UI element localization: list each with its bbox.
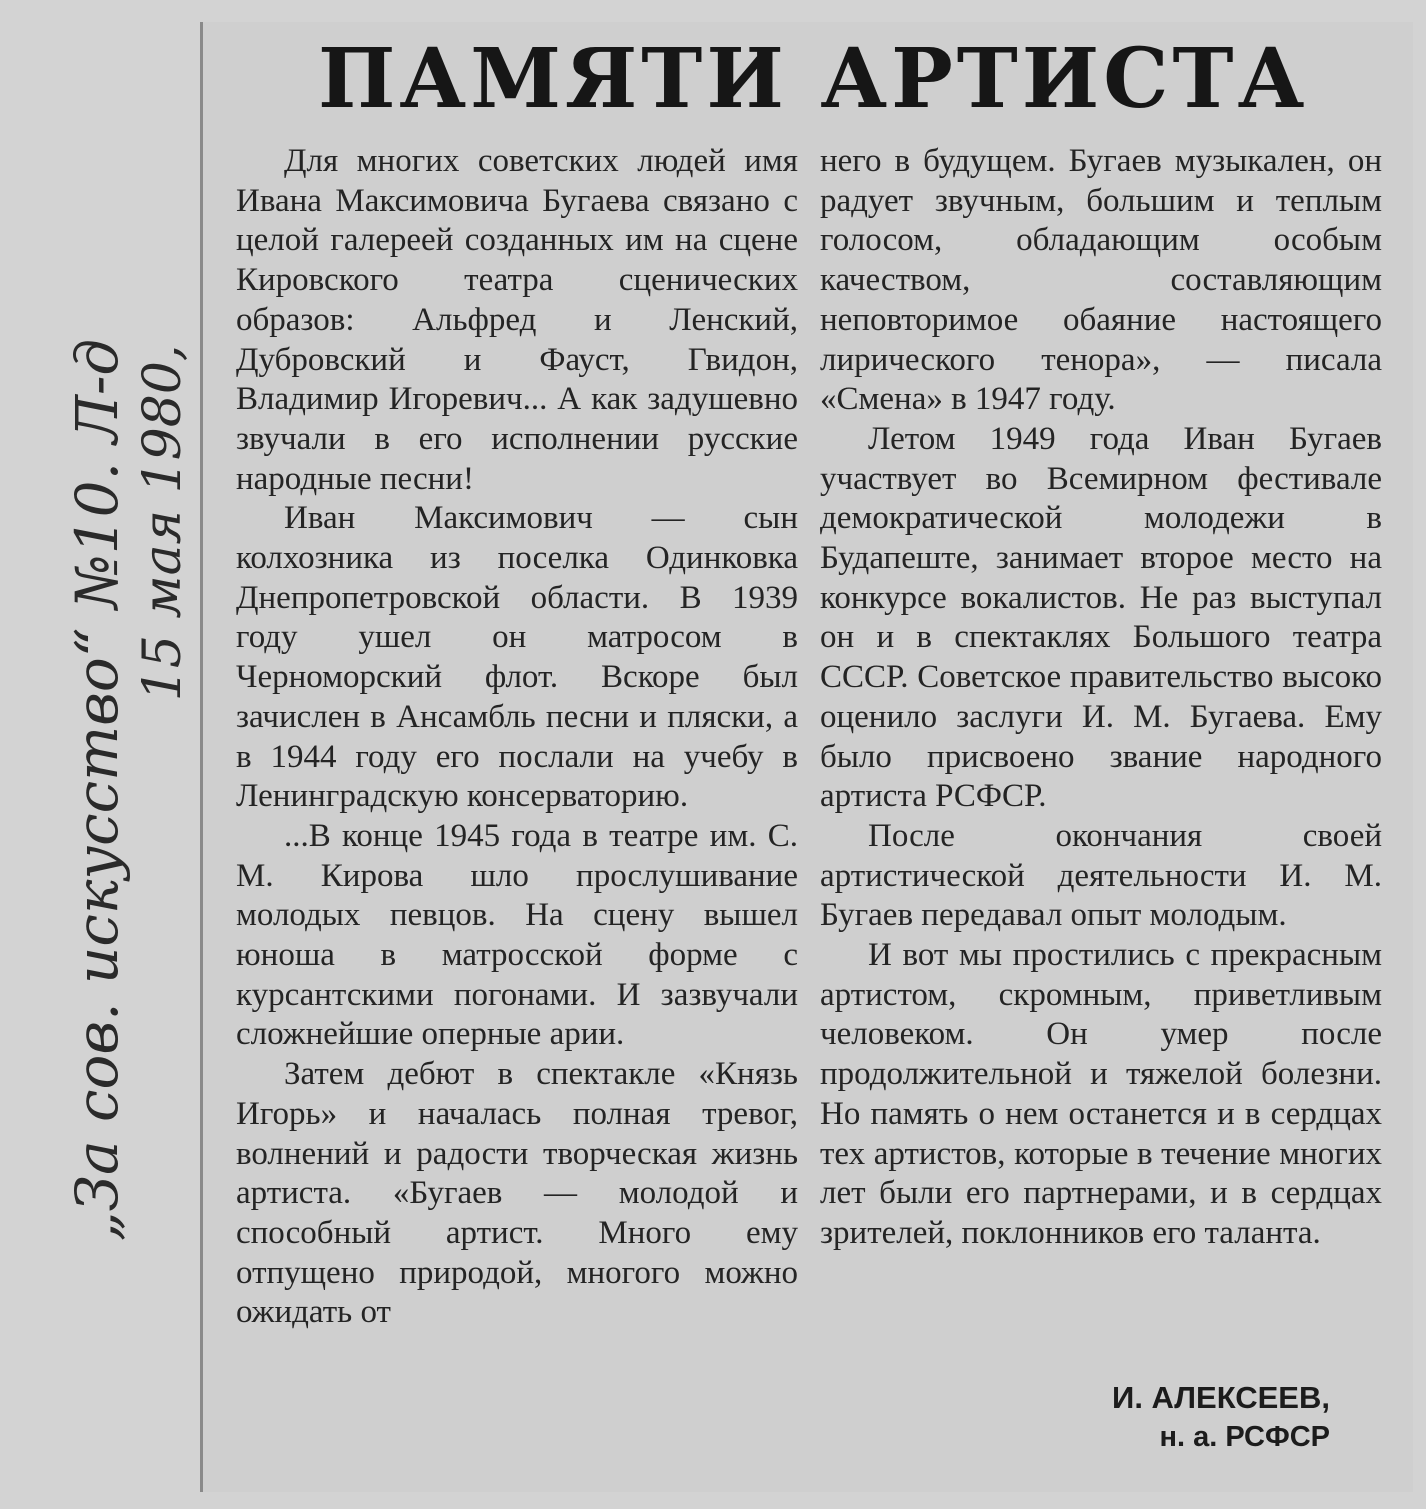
- paragraph: Для многих советских людей имя Ивана Максимовича Бугаева связано с целой галереей созданных им на сцене Кировского театра сценических образов: Альфред и Ленский, Дубровский и Фауст, Гвидон, Владимир Игоревич... А как задушевно звучали в его исполнении русские народные песни!: [236, 143, 798, 497]
- paragraph: ...В конце 1945 года в театре им. С. М. Кирова шло прослушивание молодых певцов. На сцену вышел юноша в матросской форме с курсантскими погонами. И зазвучали сложнейшие оперные арии.: [236, 817, 798, 1053]
- paragraph: Затем дебют в спектакле «Князь Игорь» и началась полная тревог, волнений и радости творческая жизнь артиста. «Бугаев — молодой и способный артист. Много ему отпущено природой, многого можно ожидать от: [236, 1056, 798, 1331]
- author-title: н. а. РСФСР: [1159, 1421, 1330, 1453]
- author-signature: [1060, 1378, 1330, 1456]
- paragraph: Летом 1949 года Иван Бугаев участвует во Всемирном фестивале демократической молодежи в Будапеште, занимает второе место на конкурсе вокалистов. Не раз выступал он и в спектаклях Большого театра СССР. Советское правительство высоко оценило заслуги И. М. Бугаева. Ему было присвоено звание народного артиста РСФСР.: [820, 420, 1382, 815]
- article-column-right: [820, 142, 1382, 1254]
- handwritten-source-note: [62, 339, 194, 1241]
- article-column-left: [236, 142, 798, 1333]
- handwritten-date: 15 мая 1980,: [133, 344, 193, 702]
- paragraph: И вот мы простились с прекрасным артистом, скромным, приветливым человеком. Он умер после продолжительной и тяжелой болезни. Но память о нем останется и в сердцах тех артистов, которые в течение многих лет были его партнерами, и в сердцах зрителей, поклонников его таланта.: [820, 937, 1382, 1251]
- paragraph: него в будущем. Бугаев музыкален, он радует звучным, большим и теплым голосом, обладающим особым качеством, составляющим неповторимое обаяние настоящего лирического тенора», — писала «Смена» в 1947 году.: [820, 143, 1382, 418]
- article-title: ПАМЯТИ АРТИСТА: [318, 31, 1309, 127]
- author-name: И. АЛЕКСЕЕВ,: [1112, 1380, 1330, 1415]
- paragraph: Иван Максимович — сын колхозника из поселка Одинковка Днепропетровской области. В 1939 году ушел он матросом в Черноморский флот. Вскоре был зачислен в Ансамбль песни и пляски, а в 1944 году его послали на учебу в Ленинградскую консерваторию.: [236, 500, 798, 815]
- paragraph: После окончания своей артистической деятельности И. М. Бугаев передавал опыт молодым.: [820, 817, 1382, 934]
- handwritten-source: „За сов. искусство“ №10. Л-д: [63, 338, 131, 1242]
